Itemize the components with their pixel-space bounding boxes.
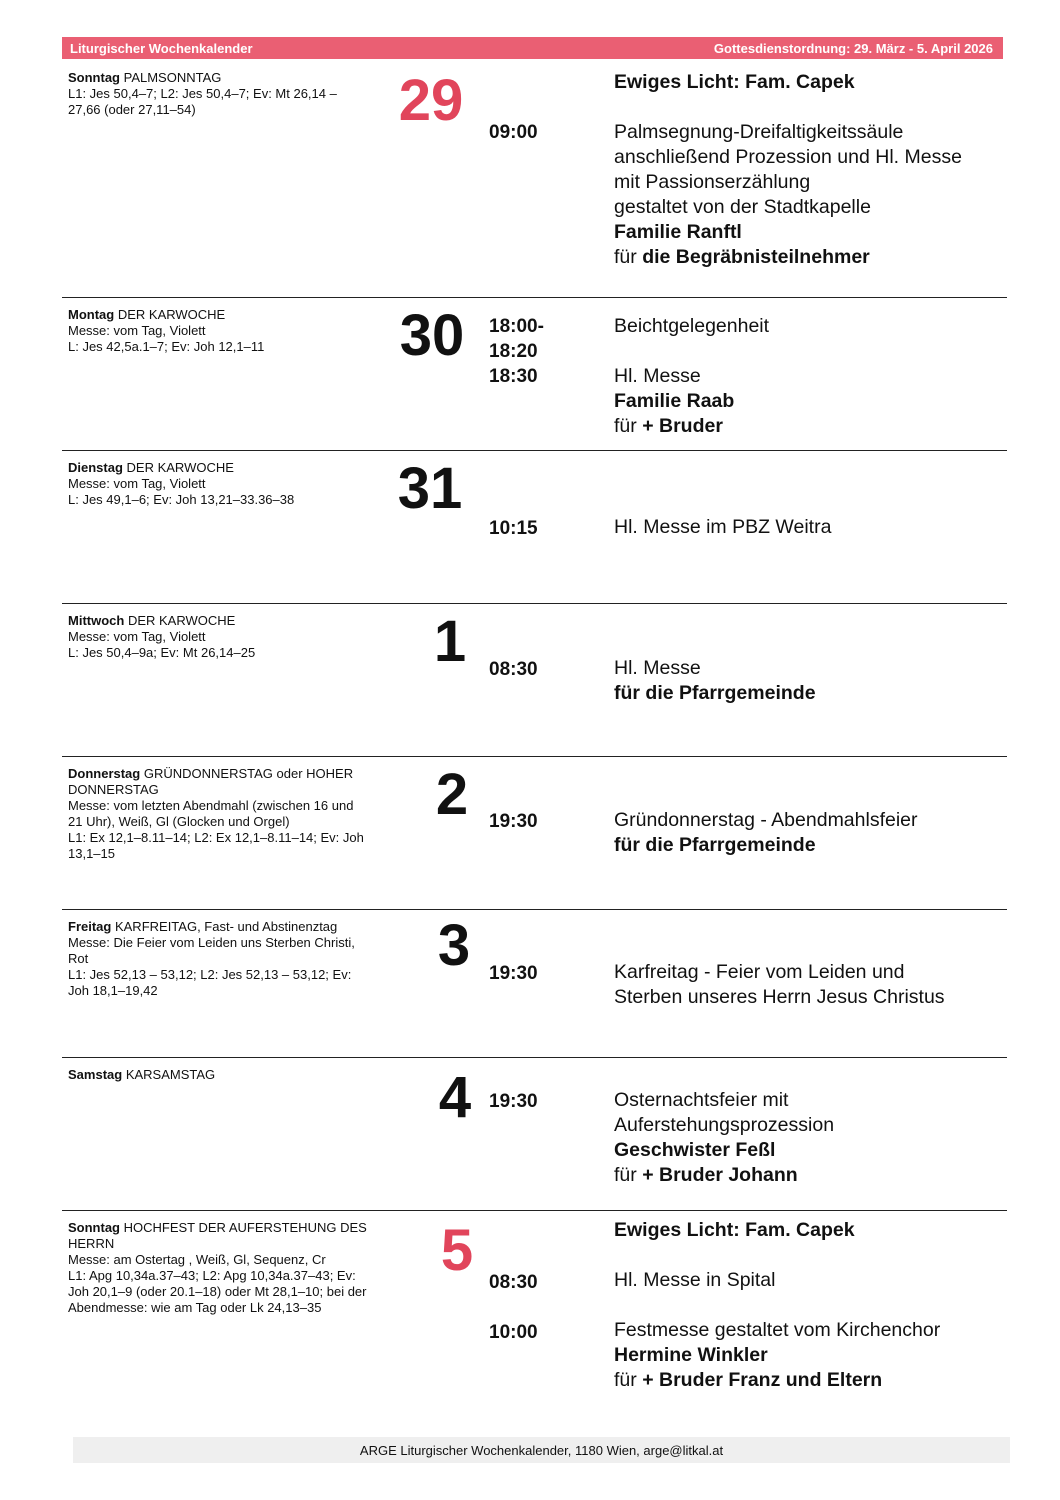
info-line: L: Jes 50,4–9a; Ev: Mt 26,14–25: [68, 645, 256, 660]
day-entry-saturday-4: [62, 1057, 1007, 1210]
time: 18:20: [489, 341, 538, 362]
event-description: Osternachtsfeier mit Auferstehungsprozession Geschwister Feßl für + Bruder Johann: [614, 1088, 1014, 1188]
event-description: Palmsegnung-Dreifaltigkeitssäule anschließend Prozession und Hl. Messe mit Passionserzählung gestaltet von der Stadtkapelle Familie Ranftl für die Begräbnisteilnehmer: [614, 120, 1014, 270]
info-line: 13,1–15: [68, 846, 115, 861]
day-number: 30: [399, 303, 465, 368]
feast-name: GRÜNDONNERSTAG oder HOHER: [143, 766, 354, 781]
time: 08:30: [489, 1272, 538, 1293]
day-number: 2: [435, 762, 469, 827]
day-info: [68, 1067, 388, 1083]
weekday: Sonntag: [68, 1220, 120, 1235]
time: 18:00-: [489, 316, 544, 337]
time-list: [489, 961, 538, 986]
time: 18:30: [489, 366, 538, 387]
row-divider: [62, 1210, 1007, 1211]
info-line: L1: Ex 12,1–8.11–14; L2: Ex 12,1–8.11–14; Ev: Joh: [68, 830, 364, 845]
time-list: [489, 314, 544, 389]
day-number: 5: [440, 1218, 474, 1283]
feast-name: KARSAMSTAG: [125, 1067, 216, 1082]
day-info: [68, 919, 388, 999]
intention: die Begräbnisteilnehmer: [642, 246, 870, 268]
celebrant-family: Familie Ranftl: [614, 221, 742, 243]
event-description: Karfreitag - Feier vom Leiden und Sterben unseres Herrn Jesus Christus: [614, 961, 945, 1008]
row-divider: [62, 909, 1007, 910]
row-divider: [62, 450, 1007, 451]
day-info: [68, 613, 388, 661]
header-title: Liturgischer Wochenkalender: [70, 41, 253, 56]
event-description: Gründonnerstag - Abendmahlsfeier für die Pfarrgemeinde: [614, 808, 1014, 858]
feast-name: DER KARWOCHE: [126, 460, 234, 475]
info-line: Abendmesse: wie am Tag oder Lk 24,13–35: [68, 1300, 322, 1315]
time: 19:30: [489, 1091, 538, 1112]
time: 19:30: [489, 811, 538, 832]
time-list: [489, 120, 538, 145]
intention: + Bruder Johann: [642, 1164, 798, 1186]
celebrant-family: Hermine Winkler: [614, 1344, 768, 1366]
info-line: 27,66 (oder 27,11–54): [68, 102, 196, 117]
info-line: 21 Uhr), Weiß, Gl (Glocken und Orgel): [68, 814, 290, 829]
feast-name: PALMSONNTAG: [123, 70, 222, 85]
info-line: L1: Apg 10,34a.37–43; L2: Apg 10,34a.37–43; Ev:: [68, 1268, 356, 1283]
event-description: Beichtgelegenheit Hl. Messe Familie Raab für + Bruder: [614, 314, 1014, 439]
day-entry-friday-3: [62, 909, 1007, 1057]
info-line: Messe: Die Feier vom Leiden uns Sterben Christi,: [68, 935, 355, 950]
event-description: Hl. Messe im PBZ Weitra: [614, 516, 832, 538]
time: 09:00: [489, 122, 538, 143]
day-entry-tuesday-31: [62, 450, 1007, 603]
info-line: Messe: am Ostertag , Weiß, Gl, Sequenz, Cr: [68, 1252, 326, 1267]
row-divider: [62, 297, 1007, 298]
weekday: Sonntag: [68, 70, 120, 85]
day-number: 4: [438, 1065, 472, 1130]
time-list: [489, 809, 538, 834]
info-line: Rot: [68, 951, 89, 966]
time: 10:15: [489, 518, 538, 539]
weekday: Donnerstag: [68, 766, 141, 781]
time: 08:30: [489, 659, 538, 680]
time-list: [489, 1089, 538, 1114]
intention: + Bruder Franz und Eltern: [642, 1369, 883, 1391]
day-number: 31: [397, 456, 463, 521]
intention: + Bruder: [642, 415, 723, 437]
celebrant-family: Geschwister Feßl: [614, 1139, 776, 1161]
day-info: [68, 307, 388, 355]
event-description: Hl. Messe für die Pfarrgemeinde: [614, 656, 1014, 706]
day-entry-monday-30: [62, 297, 1007, 450]
info-line: Messe: vom letzten Abendmahl (zwischen 16 und: [68, 798, 354, 813]
day-number: 3: [437, 913, 471, 978]
day-entry-sunday-5: [62, 1210, 1007, 1420]
info-line: Messe: vom Tag, Violett: [68, 629, 206, 644]
row-divider: [62, 1057, 1007, 1058]
day-entry-wednesday-1: [62, 603, 1007, 756]
weekday: Freitag: [68, 919, 112, 934]
event-description: Hl. Messe in Spital Festmesse gestaltet vom Kirchenchor Hermine Winkler für + Bruder Franz und Eltern: [614, 1268, 1014, 1393]
weekday: Samstag: [68, 1067, 123, 1082]
weekday: Mittwoch: [68, 613, 125, 628]
feast-name: KARFREITAG, Fast- und Abstinenztag: [114, 919, 338, 934]
info-line: Joh 20,1–9 (oder 20.1–18) oder Mt 28,1–10; bei der: [68, 1284, 367, 1299]
time: 10:00: [489, 1322, 538, 1343]
eternal-light: Ewiges Licht: Fam. Capek: [614, 1219, 855, 1241]
info-line: HERRN: [68, 1236, 115, 1251]
info-line: Messe: vom Tag, Violett: [68, 323, 206, 338]
weekday: Dienstag: [68, 460, 123, 475]
day-number: 29: [398, 68, 464, 133]
day-number: 1: [433, 609, 467, 674]
intention: für die Pfarrgemeinde: [614, 834, 816, 856]
day-entry-sunday-29: [62, 62, 1007, 297]
time-list: [489, 516, 538, 541]
info-line: L1: Jes 50,4–7; L2: Jes 50,4–7; Ev: Mt 26,14 –: [68, 86, 337, 101]
feast-name: DER KARWOCHE: [127, 613, 236, 628]
info-line: L: Jes 49,1–6; Ev: Joh 13,21–33.36–38: [68, 492, 295, 507]
row-divider: [62, 603, 1007, 604]
celebrant-family: Familie Raab: [614, 390, 735, 412]
info-line: DONNERSTAG: [68, 782, 159, 797]
info-line: L: Jes 42,5a.1–7; Ev: Joh 12,1–11: [68, 339, 265, 354]
day-info: [68, 766, 388, 862]
day-entry-thursday-2: [62, 756, 1007, 909]
eternal-light: Ewiges Licht: Fam. Capek: [614, 71, 855, 93]
time-list: [489, 1270, 538, 1345]
header-bar: [62, 37, 1003, 59]
header-date-range: Gottesdienstordnung: 29. März - 5. April 2026: [713, 41, 993, 56]
weekday: Montag: [68, 307, 115, 322]
feast-name: HOCHFEST DER AUFERSTEHUNG DES: [123, 1220, 367, 1235]
time: 19:30: [489, 963, 538, 984]
row-divider: [62, 756, 1007, 757]
info-line: L1: Jes 52,13 – 53,12; L2: Jes 52,13 – 53,12; Ev:: [68, 967, 352, 982]
day-info: [68, 460, 388, 508]
day-info: [68, 1220, 388, 1316]
footer-bar: ARGE Liturgischer Wochenkalender, 1180 Wien, arge@litkal.at: [73, 1437, 1010, 1463]
day-info: [68, 70, 388, 118]
info-line: Joh 18,1–19,42: [68, 983, 158, 998]
time-list: [489, 657, 538, 682]
intention: für die Pfarrgemeinde: [614, 682, 816, 704]
feast-name: DER KARWOCHE: [117, 307, 226, 322]
info-line: Messe: vom Tag, Violett: [68, 476, 206, 491]
